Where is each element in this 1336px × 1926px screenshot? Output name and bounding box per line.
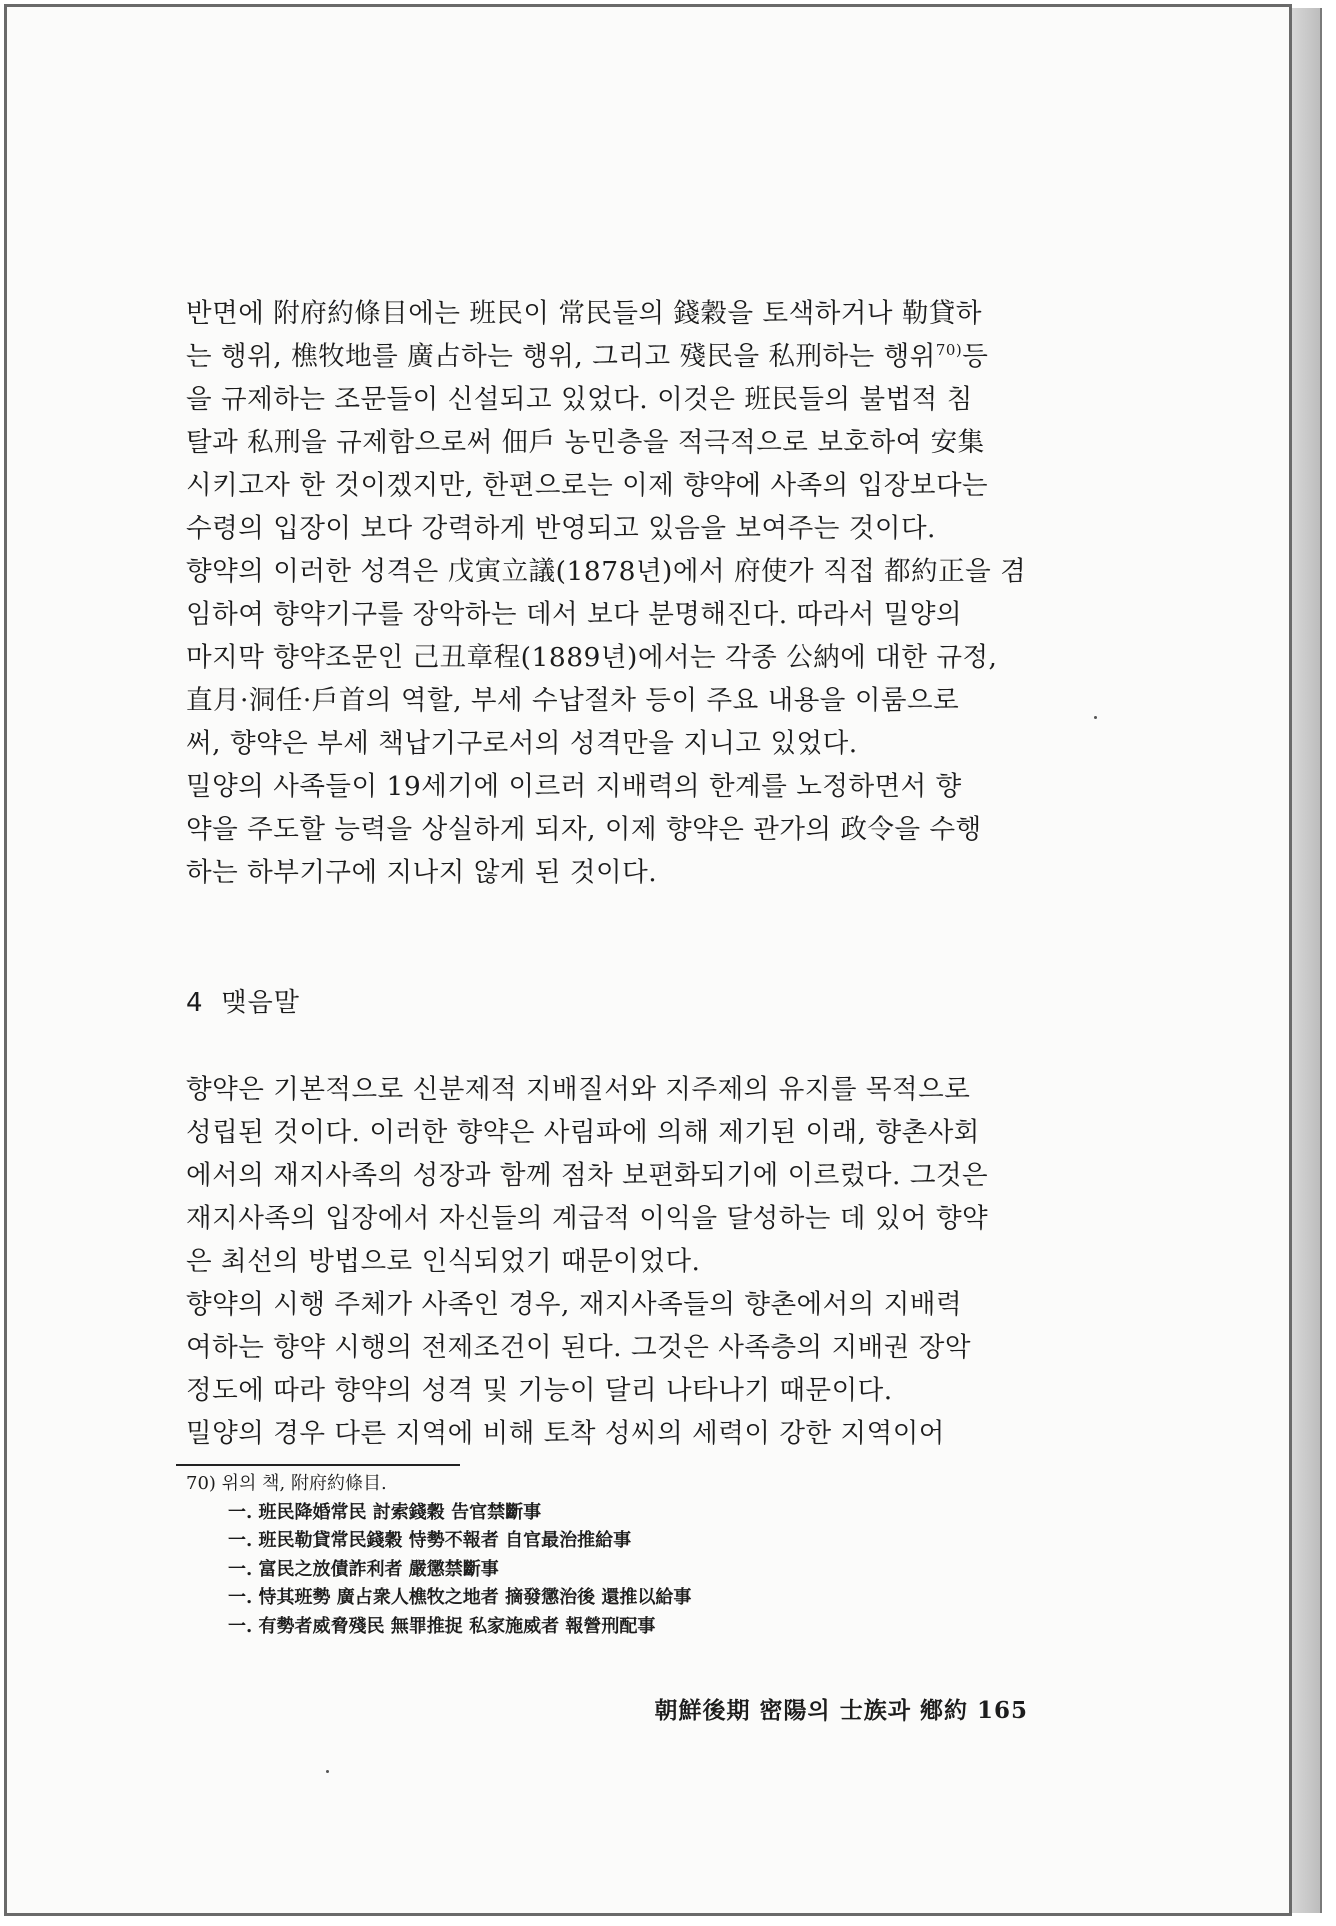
text-line: 시키고자 한 것이겠지만, 한편으로는 이제 향약에 사족의 입장보다는 xyxy=(186,470,989,501)
scan-speck xyxy=(326,1770,329,1773)
text-line: 밀양의 사족들이 19세기에 이르러 지배력의 한계를 노정하면서 향 xyxy=(186,771,962,802)
text-line: 약을 주도할 능력을 상실하게 되자, 이제 향약은 관가의 政令을 수행 xyxy=(186,814,982,845)
text-line: 정도에 따라 향약의 성격 및 기능이 달리 나타나기 때문이다. xyxy=(186,1375,893,1406)
text-line: 수령의 입장이 보다 강력하게 반영되고 있음을 보여주는 것이다. xyxy=(186,513,936,544)
text-line: 直月·洞任·戶首의 역할, 부세 수납절차 등이 주요 내용을 이룸으로 xyxy=(186,685,960,716)
section-title: 맺음말 xyxy=(221,988,300,1018)
body-section-1 xyxy=(186,292,1052,894)
footnote-divider xyxy=(176,1464,460,1466)
text-segment: 등 xyxy=(962,341,989,372)
paragraph-2 xyxy=(186,550,1052,765)
paragraph-1 xyxy=(186,292,1052,550)
footnote-block xyxy=(186,1470,1006,1641)
text-line: 에서의 재지사족의 성장과 함께 점차 보편화되기에 이르렀다. 그것은 xyxy=(186,1160,989,1191)
page-edge-shadow xyxy=(1290,8,1322,1913)
text-segment: 는 행위, 樵牧地를 廣占하는 행위, 그리고 殘民을 私刑하는 행위 xyxy=(186,341,936,372)
text-line: 하는 하부기구에 지나지 않게 된 것이다. xyxy=(186,857,658,888)
footnote-item: 一. 富民之放債詐利者 嚴懲禁斷事 xyxy=(228,1558,499,1580)
text-line: 향약은 기본적으로 신분제적 지배질서와 지주제의 유지를 목적으로 xyxy=(186,1074,971,1105)
footnote-item: 一. 有勢者威脅殘民 無罪推捉 私家施威者 報營刑配事 xyxy=(228,1615,656,1637)
text-line: 향약의 시행 주체가 사족인 경우, 재지사족들의 향촌에서의 지배력 xyxy=(186,1289,963,1320)
text-line: 반면에 附府約條目에는 班民이 常民들의 錢穀을 토색하거나 勒貸하 xyxy=(186,298,983,329)
text-line: 마지막 향약조문인 己丑章程(1889년)에서는 각종 公納에 대한 규정, xyxy=(186,642,998,673)
paragraph-5 xyxy=(186,1283,1052,1412)
text-line: 여하는 향약 시행의 전제조건이 된다. 그것은 사족층의 지배권 장악 xyxy=(186,1332,971,1363)
text-line: 재지사족의 입장에서 자신들의 계급적 이익을 달성하는 데 있어 향약 xyxy=(186,1203,989,1234)
section-number: 4 xyxy=(186,988,204,1018)
section-heading xyxy=(186,982,300,1019)
text-line: 임하여 향약기구를 장악하는 데서 보다 분명해진다. 따라서 밀양의 xyxy=(186,599,963,630)
running-footer: 朝鮮後期 密陽의 士族과 鄕約 165 xyxy=(654,1697,1028,1724)
text-line: 밀양의 경우 다른 지역에 비해 토착 성씨의 세력이 강한 지역이어 xyxy=(186,1418,945,1449)
text-line: 성립된 것이다. 이러한 향약은 사림파에 의해 제기된 이래, 향촌사회 xyxy=(186,1117,980,1148)
footnote-item: 一. 恃其班勢 廣占衆人樵牧之地者 摘發懲治後 還推以給事 xyxy=(228,1587,692,1608)
footnote-item: 一. 班民勒貸常民錢穀 恃勢不報者 自官最治推給事 xyxy=(228,1530,632,1551)
text-line: 을 규제하는 조문들이 신설되고 있었다. 이것은 班民들의 불법적 침 xyxy=(186,384,973,415)
paragraph-4 xyxy=(186,1068,1052,1283)
text-line: 탈과 私刑을 규제함으로써 佃戶 농민층을 적극적으로 보호하여 安集 xyxy=(186,427,985,458)
footnote-heading: 70) 위의 책, 附府約條目. xyxy=(186,1473,387,1494)
paragraph-6 xyxy=(186,1412,1052,1455)
text-line: 은 최선의 방법으로 인식되었기 때문이었다. xyxy=(186,1246,701,1277)
text-line: 써, 향약은 부세 책납기구로서의 성격만을 지니고 있었다. xyxy=(186,728,858,759)
paragraph-3 xyxy=(186,765,1052,894)
text-line: 향약의 이러한 성격은 戊寅立議(1878년)에서 府使가 직접 都約正을 겸 xyxy=(186,556,1027,587)
text-line xyxy=(186,335,1052,378)
footnote-item: 一. 班民降婚常民 討索錢穀 告官禁斷事 xyxy=(228,1501,542,1523)
scan-speck xyxy=(1094,716,1097,719)
footnote-reference[interactable]: 70) xyxy=(935,341,963,360)
body-section-2 xyxy=(186,1068,1052,1455)
